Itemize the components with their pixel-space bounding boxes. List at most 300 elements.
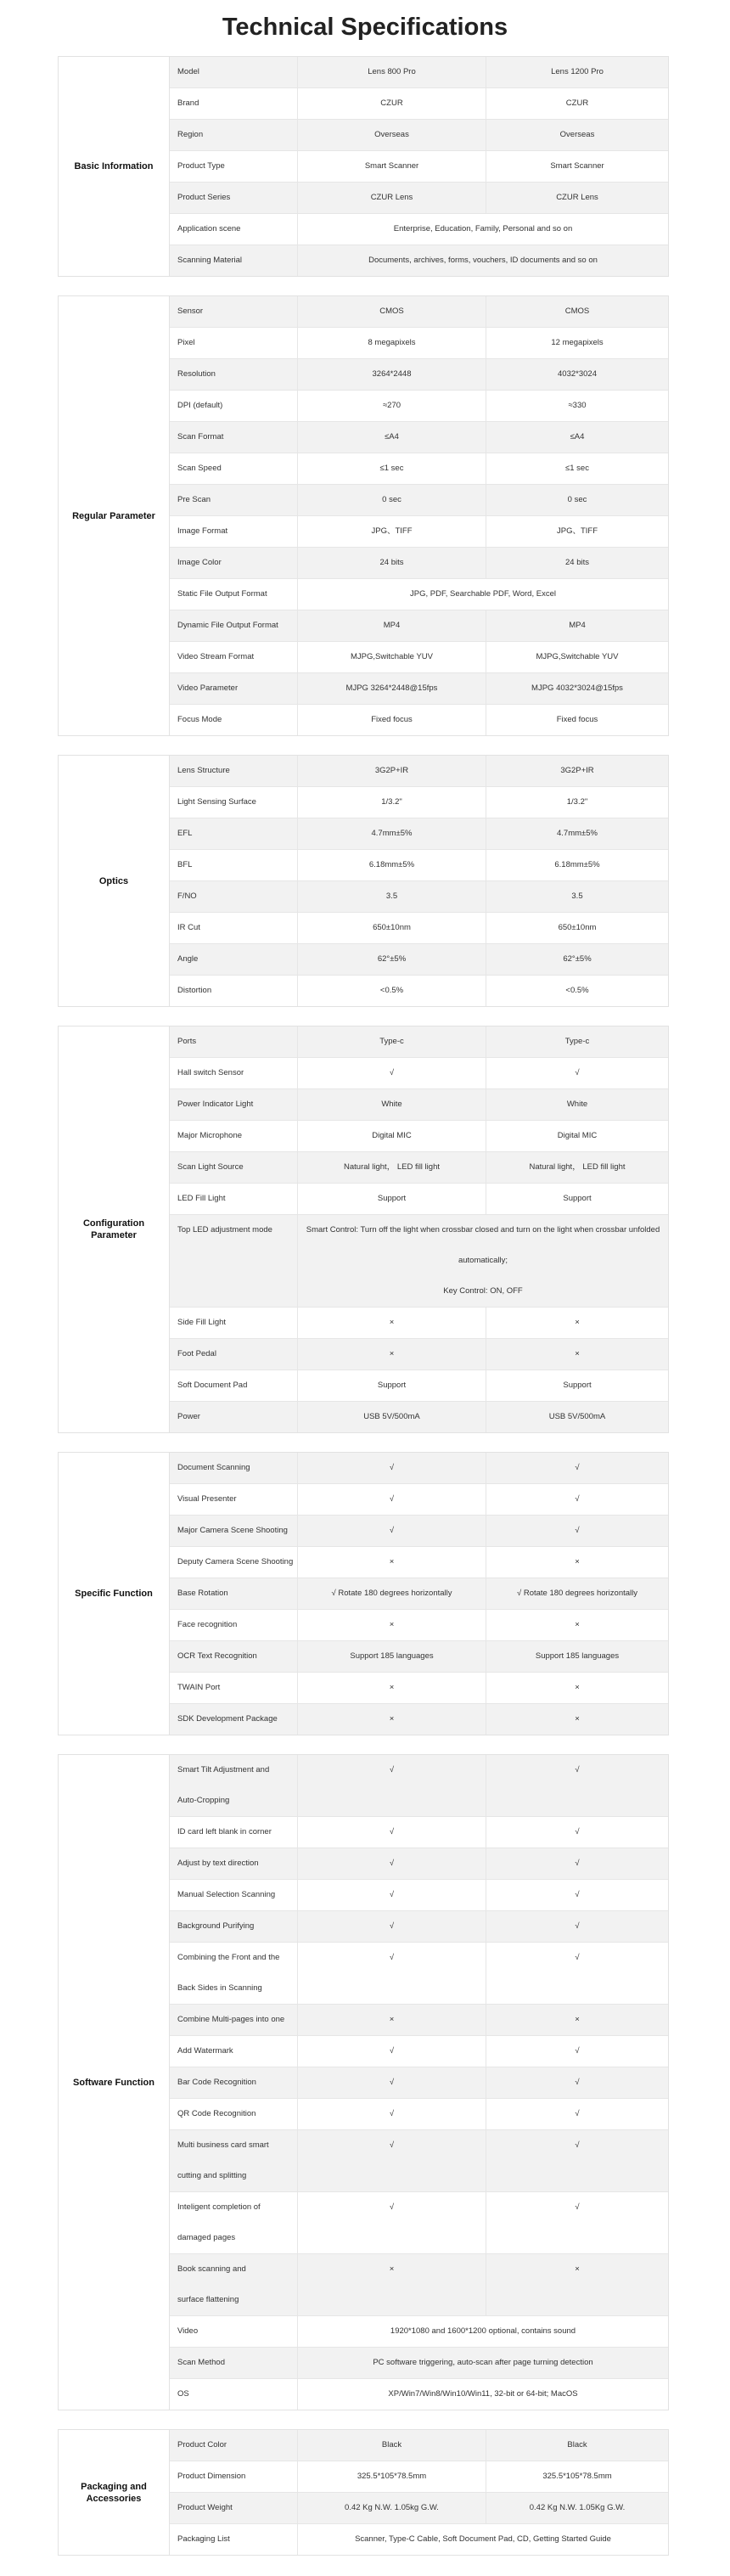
- spec-value-model-1: 3264*2448: [298, 359, 486, 390]
- spec-label: EFL: [170, 818, 298, 849]
- spec-label: Adjust by text direction: [170, 1848, 298, 1879]
- spec-value-model-2: √: [575, 2109, 580, 2118]
- spec-value-model-2: Digital MIC: [557, 1131, 598, 1140]
- spec-label: IR Cut: [170, 913, 298, 943]
- spec-value-model-1: ×: [298, 2254, 486, 2315]
- spec-row: [170, 548, 668, 579]
- section-title: Configuration Parameter: [59, 1026, 170, 1432]
- spec-value-model-2: 24 bits: [565, 558, 589, 567]
- spec-value-model-1: Natural light， LED fill light: [298, 1152, 486, 1183]
- spec-value-model-1: Smart Scanner: [298, 151, 486, 182]
- spec-label: [170, 1755, 298, 1816]
- spec-label: Scan Format: [170, 422, 298, 453]
- spec-section-regular-parameter: [58, 295, 669, 736]
- spec-label: Document Scanning: [170, 1453, 298, 1483]
- spec-value-model-2: ×: [575, 2264, 580, 2274]
- spec-row: [170, 1516, 668, 1547]
- spec-value-model-1: ×: [298, 1308, 486, 1338]
- spec-value-shared: [298, 2379, 668, 2410]
- spec-value-model-2: MJPG,Switchable YUV: [536, 652, 619, 661]
- spec-label: Focus Mode: [170, 705, 298, 735]
- spec-value-model-2: Lens 1200 Pro: [551, 67, 604, 76]
- spec-value-model-2: √: [575, 1068, 580, 1077]
- spec-row: [170, 1402, 668, 1432]
- spec-row: [170, 2379, 668, 2410]
- spec-label: Video: [170, 2316, 298, 2347]
- spec-row: [170, 2099, 668, 2130]
- spec-value-shared: [298, 245, 668, 276]
- spec-value-model-1: CZUR Lens: [298, 183, 486, 213]
- spec-value-model-2: √: [575, 1859, 580, 1868]
- spec-label: Major Camera Scene Shooting: [170, 1516, 298, 1546]
- spec-label: Light Sensing Surface: [170, 787, 298, 818]
- spec-value-model-1: √: [298, 1058, 486, 1088]
- spec-row: [170, 1215, 668, 1308]
- spec-tables: [0, 56, 730, 2556]
- spec-value-model-1: √: [298, 2036, 486, 2067]
- spec-value-model-2: Fixed focus: [556, 715, 598, 724]
- spec-value-model-2: <0.5%: [565, 986, 589, 995]
- spec-value-model-2: 1/3.2": [566, 797, 588, 807]
- spec-value-model-1: ×: [298, 1339, 486, 1370]
- spec-value-model-2: ×: [575, 1557, 580, 1566]
- spec-row: [170, 296, 668, 328]
- spec-row: [170, 2130, 668, 2192]
- spec-value-model-2: 3.5: [571, 891, 583, 901]
- spec-label: Visual Presenter: [170, 1484, 298, 1515]
- spec-row: [170, 2524, 668, 2555]
- spec-section-optics: [58, 755, 669, 1007]
- spec-label: Combine Multi-pages into one: [170, 2005, 298, 2035]
- spec-value-model-1: 8 megapixels: [298, 328, 486, 358]
- spec-value-model-2: CZUR Lens: [556, 193, 598, 202]
- spec-value-model-1: √: [298, 1817, 486, 1848]
- spec-label: Distortion: [170, 976, 298, 1006]
- spec-value-model-2: Black: [567, 2440, 587, 2449]
- spec-label: Angle: [170, 944, 298, 975]
- spec-row: [170, 2192, 668, 2254]
- spec-value-model-2: √: [575, 2078, 580, 2087]
- spec-row: [170, 1673, 668, 1704]
- spec-label: Top LED adjustment mode: [170, 1215, 298, 1307]
- cell-line: Inteligent completion of: [177, 2202, 261, 2212]
- spec-row: [170, 391, 668, 422]
- spec-row: [170, 1578, 668, 1610]
- spec-label: Ports: [170, 1026, 298, 1057]
- spec-value-model-1: √: [298, 2130, 486, 2191]
- spec-value-model-2: √: [575, 1890, 580, 1899]
- spec-value-model-1: White: [298, 1089, 486, 1120]
- cell-line: Key Control: ON, OFF: [443, 1286, 523, 1296]
- spec-value-model-2: ≤A4: [570, 432, 585, 442]
- spec-row: [170, 2493, 668, 2524]
- spec-label: Image Color: [170, 548, 298, 578]
- spec-value-model-1: 0.42 Kg N.W. 1.05kg G.W.: [298, 2493, 486, 2523]
- spec-value-model-1: √: [298, 2067, 486, 2098]
- spec-value-model-1: USB 5V/500mA: [298, 1402, 486, 1432]
- spec-row: [170, 818, 668, 850]
- spec-value-shared: [298, 2348, 668, 2378]
- spec-row: [170, 453, 668, 485]
- spec-row: [170, 2036, 668, 2067]
- cell-line: Smart Tilt Adjustment and: [177, 1765, 270, 1775]
- spec-label: Product Weight: [170, 2493, 298, 2523]
- spec-section-software-function: [58, 1754, 669, 2410]
- spec-label: OCR Text Recognition: [170, 1641, 298, 1672]
- cell-line: 1920*1080 and 1600*1200 optional, contains sound: [390, 2326, 576, 2336]
- spec-row: [170, 1370, 668, 1402]
- spec-value-model-1: √: [298, 1880, 486, 1910]
- spec-value-model-1: JPG、TIFF: [298, 516, 486, 547]
- spec-value-model-2: MJPG 4032*3024@15fps: [531, 683, 623, 693]
- spec-row: [170, 1755, 668, 1817]
- spec-row: [170, 913, 668, 944]
- spec-row: [170, 976, 668, 1006]
- spec-row: [170, 2067, 668, 2099]
- spec-value-model-1: ×: [298, 1673, 486, 1703]
- spec-value-model-2: Support: [563, 1381, 592, 1390]
- spec-value-model-2: 325.5*105*78.5mm: [542, 2472, 612, 2481]
- spec-row: [170, 183, 668, 214]
- spec-row: [170, 756, 668, 787]
- spec-value-model-1: 0 sec: [298, 485, 486, 515]
- spec-row: [170, 245, 668, 276]
- spec-value-model-1: Support: [298, 1184, 486, 1214]
- spec-value-model-2: √: [575, 1526, 580, 1535]
- spec-label: Foot Pedal: [170, 1339, 298, 1370]
- spec-row: [170, 2316, 668, 2348]
- spec-label: Power Indicator Light: [170, 1089, 298, 1120]
- spec-value-model-2: CMOS: [564, 307, 590, 316]
- spec-value-model-1: MJPG 3264*2448@15fps: [298, 673, 486, 704]
- spec-value-model-1: √ Rotate 180 degrees horizontally: [298, 1578, 486, 1609]
- spec-label: Lens Structure: [170, 756, 298, 786]
- spec-value-shared: [298, 1215, 668, 1307]
- spec-value-model-2: 62°±5%: [563, 954, 592, 964]
- spec-label: Bar Code Recognition: [170, 2067, 298, 2098]
- spec-value-model-2: ≈330: [568, 401, 587, 410]
- spec-row: [170, 2430, 668, 2461]
- spec-label: Application scene: [170, 214, 298, 245]
- spec-row: [170, 1026, 668, 1058]
- spec-row: [170, 610, 668, 642]
- spec-row: [170, 1848, 668, 1880]
- spec-row: [170, 151, 668, 183]
- spec-row: [170, 1058, 668, 1089]
- spec-row: [170, 1308, 668, 1339]
- spec-value-model-2: 4.7mm±5%: [557, 829, 598, 838]
- spec-value-model-2: ≤1 sec: [565, 464, 589, 473]
- spec-value-model-1: Digital MIC: [298, 1121, 486, 1151]
- spec-label: Manual Selection Scanning: [170, 1880, 298, 1910]
- spec-value-model-2: √: [575, 1921, 580, 1931]
- section-rows: [170, 1026, 668, 1432]
- spec-section-basic-information: [58, 56, 669, 277]
- spec-value-model-1: √: [298, 1484, 486, 1515]
- spec-label: [170, 2254, 298, 2315]
- spec-label: Background Purifying: [170, 1911, 298, 1942]
- cell-line: Back Sides in Scanning: [177, 1983, 262, 1993]
- cell-line: Scanner, Type-C Cable, Soft Document Pad, CD, Getting Started Guide: [355, 2534, 611, 2544]
- spec-label: Scan Method: [170, 2348, 298, 2378]
- section-title: Packaging and Accessories: [59, 2430, 170, 2555]
- spec-value-shared: [298, 2524, 668, 2555]
- spec-value-model-1: ×: [298, 2005, 486, 2035]
- spec-value-model-2: Smart Scanner: [550, 161, 604, 171]
- spec-label: Pixel: [170, 328, 298, 358]
- spec-label: Base Rotation: [170, 1578, 298, 1609]
- spec-value-model-2: 3G2P+IR: [560, 766, 594, 775]
- spec-section-configuration-parameter: [58, 1026, 669, 1433]
- spec-value-model-1: Lens 800 Pro: [298, 57, 486, 87]
- spec-row: [170, 485, 668, 516]
- spec-value-model-1: 3.5: [298, 881, 486, 912]
- spec-label: Side Fill Light: [170, 1308, 298, 1338]
- spec-value-model-2: √: [575, 2140, 580, 2150]
- spec-row: [170, 579, 668, 610]
- spec-row: [170, 2348, 668, 2379]
- spec-row: [170, 1484, 668, 1516]
- spec-value-model-2: 4032*3024: [558, 369, 597, 379]
- spec-row: [170, 881, 668, 913]
- spec-row: [170, 1704, 668, 1735]
- spec-row: [170, 1453, 668, 1484]
- spec-row: [170, 120, 668, 151]
- spec-value-model-2: USB 5V/500mA: [548, 1412, 606, 1421]
- spec-value-model-2: 650±10nm: [558, 923, 597, 932]
- spec-value-model-1: CZUR: [298, 88, 486, 119]
- spec-value-model-2: √: [575, 1463, 580, 1472]
- spec-label: Product Type: [170, 151, 298, 182]
- cell-line: Multi business card smart: [177, 2140, 269, 2150]
- spec-value-model-2: Natural light， LED fill light: [529, 1162, 626, 1172]
- spec-value-model-1: ≈270: [298, 391, 486, 421]
- spec-row: [170, 787, 668, 818]
- section-rows: [170, 1453, 668, 1735]
- spec-label: Product Dimension: [170, 2461, 298, 2492]
- spec-value-model-1: MJPG,Switchable YUV: [298, 642, 486, 672]
- spec-label: Add Watermark: [170, 2036, 298, 2067]
- cell-line: surface flattening: [177, 2295, 239, 2304]
- spec-row: [170, 328, 668, 359]
- spec-value-shared: [298, 579, 668, 610]
- spec-label: [170, 2130, 298, 2191]
- spec-label: Pre Scan: [170, 485, 298, 515]
- spec-row: [170, 214, 668, 245]
- spec-label: OS: [170, 2379, 298, 2410]
- spec-row: [170, 1089, 668, 1121]
- spec-label: Model: [170, 57, 298, 87]
- spec-value-model-1: 1/3.2": [298, 787, 486, 818]
- spec-label: TWAIN Port: [170, 1673, 298, 1703]
- spec-row: [170, 1911, 668, 1943]
- spec-value-model-1: Support 185 languages: [298, 1641, 486, 1672]
- cell-line: Book scanning and: [177, 2264, 246, 2274]
- spec-value-model-1: 62°±5%: [298, 944, 486, 975]
- spec-value-model-1: √: [298, 1911, 486, 1942]
- spec-value-model-2: Support 185 languages: [535, 1651, 620, 1661]
- spec-row: [170, 1184, 668, 1215]
- spec-value-model-2: MP4: [569, 621, 586, 630]
- page-bottom-spacer: [0, 2556, 730, 2576]
- spec-value-model-1: ≤A4: [298, 422, 486, 453]
- spec-row: [170, 850, 668, 881]
- cell-line: PC software triggering, auto-scan after page turning detection: [373, 2358, 593, 2367]
- spec-value-model-2: JPG、TIFF: [556, 526, 598, 536]
- spec-value-model-1: 650±10nm: [298, 913, 486, 943]
- spec-row: [170, 1943, 668, 2005]
- spec-row: [170, 1152, 668, 1184]
- spec-value-model-2: ×: [575, 2015, 580, 2024]
- spec-label: SDK Development Package: [170, 1704, 298, 1735]
- section-rows: [170, 756, 668, 1006]
- spec-value-model-2: 12 megapixels: [551, 338, 604, 347]
- cell-line: JPG, PDF, Searchable PDF, Word, Excel: [410, 589, 556, 599]
- spec-value-model-2: Type-c: [564, 1037, 590, 1046]
- spec-row: [170, 422, 668, 453]
- cell-line: XP/Win7/Win8/Win10/Win11, 32-bit or 64-bit; MacOS: [388, 2389, 578, 2399]
- spec-label: Dynamic File Output Format: [170, 610, 298, 641]
- spec-label: Deputy Camera Scene Shooting: [170, 1547, 298, 1578]
- section-title: Regular Parameter: [59, 296, 170, 735]
- spec-row: [170, 2005, 668, 2036]
- spec-label: Product Series: [170, 183, 298, 213]
- spec-value-shared: [298, 2316, 668, 2347]
- spec-label: Product Color: [170, 2430, 298, 2461]
- spec-value-model-2: 0.42 Kg N.W. 1.05Kg G.W.: [529, 2503, 626, 2512]
- spec-value-model-2: 0 sec: [567, 495, 587, 504]
- spec-value-model-1: √: [298, 2099, 486, 2129]
- spec-row: [170, 88, 668, 120]
- spec-label: LED Fill Light: [170, 1184, 298, 1214]
- spec-label: [170, 1943, 298, 2004]
- spec-row: [170, 2461, 668, 2493]
- spec-value-model-2: ×: [575, 1318, 580, 1327]
- spec-value-model-1: ×: [298, 1547, 486, 1578]
- spec-label: Major Microphone: [170, 1121, 298, 1151]
- cell-line: Documents, archives, forms, vouchers, ID documents and so on: [368, 256, 598, 265]
- spec-row: [170, 705, 668, 735]
- spec-value-model-1: ≤1 sec: [298, 453, 486, 484]
- spec-value-model-1: Black: [298, 2430, 486, 2461]
- spec-section-packaging-and-accessories: [58, 2429, 669, 2556]
- cell-line: damaged pages: [177, 2233, 236, 2242]
- spec-value-model-2: ×: [575, 1620, 580, 1629]
- spec-label: BFL: [170, 850, 298, 880]
- spec-row: [170, 1547, 668, 1578]
- spec-label: Power: [170, 1402, 298, 1432]
- spec-label: QR Code Recognition: [170, 2099, 298, 2129]
- spec-value-model-2: CZUR: [565, 98, 589, 108]
- spec-value-model-2: Support: [563, 1194, 592, 1203]
- cell-line: Enterprise, Education, Family, Personal and so on: [393, 224, 573, 233]
- cell-line: Smart Control: Turn off the light when crossbar closed and turn on the light when crossbar unfolded: [306, 1225, 660, 1235]
- spec-value-model-2: ×: [575, 1714, 580, 1724]
- spec-value-model-1: 4.7mm±5%: [298, 818, 486, 849]
- spec-label: Brand: [170, 88, 298, 119]
- spec-value-model-1: √: [298, 1453, 486, 1483]
- spec-value-model-1: √: [298, 1516, 486, 1546]
- spec-value-model-2: √: [575, 1827, 580, 1836]
- section-title: Specific Function: [59, 1453, 170, 1735]
- spec-value-model-2: √: [575, 2202, 580, 2212]
- spec-value-model-1: √: [298, 2192, 486, 2253]
- section-title: Software Function: [59, 1755, 170, 2410]
- spec-row: [170, 1121, 668, 1152]
- spec-value-model-1: √: [298, 1943, 486, 2004]
- cell-line: Combining the Front and the: [177, 1953, 280, 1962]
- spec-label: ID card left blank in corner: [170, 1817, 298, 1848]
- cell-line: automatically;: [458, 1256, 508, 1265]
- spec-value-model-2: √: [575, 2046, 580, 2056]
- spec-row: [170, 1641, 668, 1673]
- spec-label: Soft Document Pad: [170, 1370, 298, 1401]
- spec-value-model-1: Overseas: [298, 120, 486, 150]
- spec-value-model-1: √: [298, 1848, 486, 1879]
- spec-value-model-1: Support: [298, 1370, 486, 1401]
- spec-label: Scan Light Source: [170, 1152, 298, 1183]
- spec-row: [170, 2254, 668, 2316]
- spec-row: [170, 359, 668, 391]
- cell-line: Auto-Cropping: [177, 1796, 230, 1805]
- spec-value-model-1: ×: [298, 1610, 486, 1640]
- spec-label: Video Parameter: [170, 673, 298, 704]
- spec-row: [170, 57, 668, 88]
- spec-label: Region: [170, 120, 298, 150]
- spec-label: Static File Output Format: [170, 579, 298, 610]
- spec-value-model-1: 24 bits: [298, 548, 486, 578]
- spec-value-model-2: √: [575, 1765, 580, 1775]
- section-rows: [170, 296, 668, 735]
- spec-label: [170, 2192, 298, 2253]
- section-rows: [170, 57, 668, 276]
- spec-value-model-2: √: [575, 1953, 580, 1962]
- cell-line: cutting and splitting: [177, 2171, 247, 2180]
- spec-label: Scanning Material: [170, 245, 298, 276]
- spec-value-model-2: ×: [575, 1349, 580, 1358]
- spec-label: Face recognition: [170, 1610, 298, 1640]
- spec-row: [170, 944, 668, 976]
- spec-section-specific-function: [58, 1452, 669, 1735]
- spec-value-model-1: 3G2P+IR: [298, 756, 486, 786]
- spec-value-model-1: CMOS: [298, 296, 486, 327]
- page-title: Technical Specifications: [222, 14, 508, 41]
- section-title: Optics: [59, 756, 170, 1006]
- spec-value-model-2: ×: [575, 1683, 580, 1692]
- spec-value-model-1: <0.5%: [298, 976, 486, 1006]
- spec-label: Scan Speed: [170, 453, 298, 484]
- spec-row: [170, 1817, 668, 1848]
- spec-label: Video Stream Format: [170, 642, 298, 672]
- spec-value-model-1: ×: [298, 1704, 486, 1735]
- spec-label: F/NO: [170, 881, 298, 912]
- spec-value-model-2: White: [566, 1100, 588, 1109]
- spec-label: Packaging List: [170, 2524, 298, 2555]
- spec-label: Sensor: [170, 296, 298, 327]
- spec-value-model-1: 6.18mm±5%: [298, 850, 486, 880]
- spec-value-model-2: √ Rotate 180 degrees horizontally: [517, 1589, 637, 1598]
- spec-value-model-1: 325.5*105*78.5mm: [298, 2461, 486, 2492]
- spec-row: [170, 1339, 668, 1370]
- spec-value-model-2: Overseas: [559, 130, 595, 139]
- spec-label: DPI (default): [170, 391, 298, 421]
- spec-value-model-1: Fixed focus: [298, 705, 486, 735]
- spec-value-model-1: MP4: [298, 610, 486, 641]
- spec-row: [170, 673, 668, 705]
- spec-row: [170, 642, 668, 673]
- spec-row: [170, 1610, 668, 1641]
- spec-row: [170, 516, 668, 548]
